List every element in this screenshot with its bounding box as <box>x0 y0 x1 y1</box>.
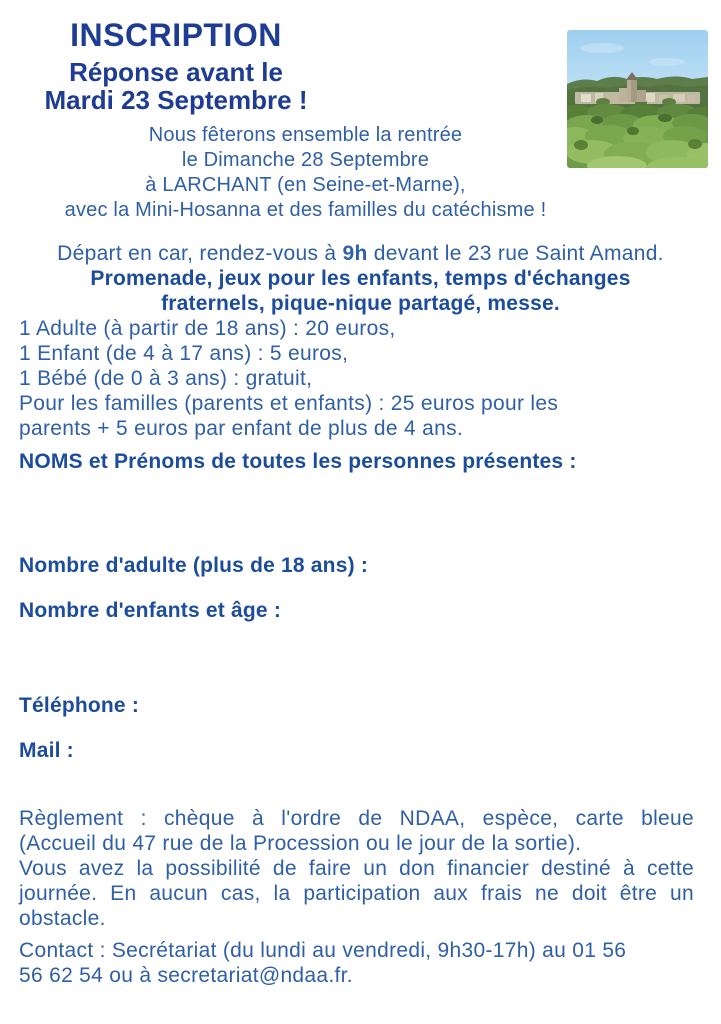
page-title: INSCRIPTION <box>70 17 282 53</box>
departure-suffix: devant le 23 rue Saint Amand. <box>367 242 664 265</box>
payment-info <box>0 806 721 931</box>
activities-line-2: fraternels, pique-nique partagé, messe. <box>161 292 560 315</box>
adults-label: Nombre d'adulte (plus de 18 ans) : <box>19 554 369 577</box>
deadline-line-2: Mardi 23 Septembre ! <box>44 85 308 115</box>
mail-label: Mail : <box>19 739 74 762</box>
activities-info <box>0 266 721 316</box>
activities-line-1: Promenade, jeux pour les enfants, temps d'échanges <box>90 267 631 290</box>
price-family-2: parents + 5 euros par enfant de plus de 4 ans. <box>19 417 464 440</box>
departure-prefix: Départ en car, rendez-vous à <box>57 242 343 265</box>
intro-line-1: Nous fêterons ensemble la rentrée <box>148 124 463 146</box>
children-label: Nombre d'enfants et âge : <box>19 599 282 622</box>
deadline-line-1: Réponse avant le <box>69 57 283 87</box>
contact-info <box>0 938 721 988</box>
flyer-header <box>0 0 352 114</box>
payment-line-5: obstacle. <box>19 907 106 930</box>
larchant-photo <box>567 30 708 168</box>
intro-line-2: le Dimanche 28 Septembre <box>181 149 430 171</box>
contact-line-2: 56 62 54 ou à secretariat@ndaa.fr. <box>19 964 353 987</box>
landscape-illustration <box>567 30 708 168</box>
names-label: NOMS et Prénoms de toutes les personnes présentes : <box>19 450 577 473</box>
pricing-list <box>0 316 721 441</box>
intro-line-4: avec la Mini-Hosanna et des familles du catéchisme ! <box>64 199 547 221</box>
deadline-text <box>0 58 352 114</box>
payment-line-1: Règlement : chèque à l'ordre de NDAA, espèce, carte bleue <box>19 807 694 830</box>
departure-info <box>0 241 721 266</box>
payment-line-4: journée. En aucun cas, la participation aux frais ne doit être un <box>19 882 694 905</box>
price-baby: 1 Bébé (de 0 à 3 ans) : gratuit, <box>19 367 313 390</box>
contact-line-1: Contact : Secrétariat (du lundi au vendredi, 9h30-17h) au 01 56 <box>19 939 627 962</box>
departure-time: 9h <box>342 242 368 265</box>
price-adult: 1 Adulte (à partir de 18 ans) : 20 euros, <box>19 317 396 340</box>
price-child: 1 Enfant (de 4 à 17 ans) : 5 euros, <box>19 342 349 365</box>
intro-text <box>0 123 611 223</box>
intro-line-3: à LARCHANT (en Seine-et-Marne), <box>145 174 466 196</box>
price-family-1: Pour les familles (parents et enfants) : 25 euros pour les <box>19 392 559 415</box>
payment-line-3: Vous avez la possibilité de faire un don financier destiné à cette <box>19 857 694 880</box>
phone-label: Téléphone : <box>19 694 140 717</box>
payment-line-2: (Accueil du 47 rue de la Procession ou le jour de la sortie). <box>19 832 582 855</box>
